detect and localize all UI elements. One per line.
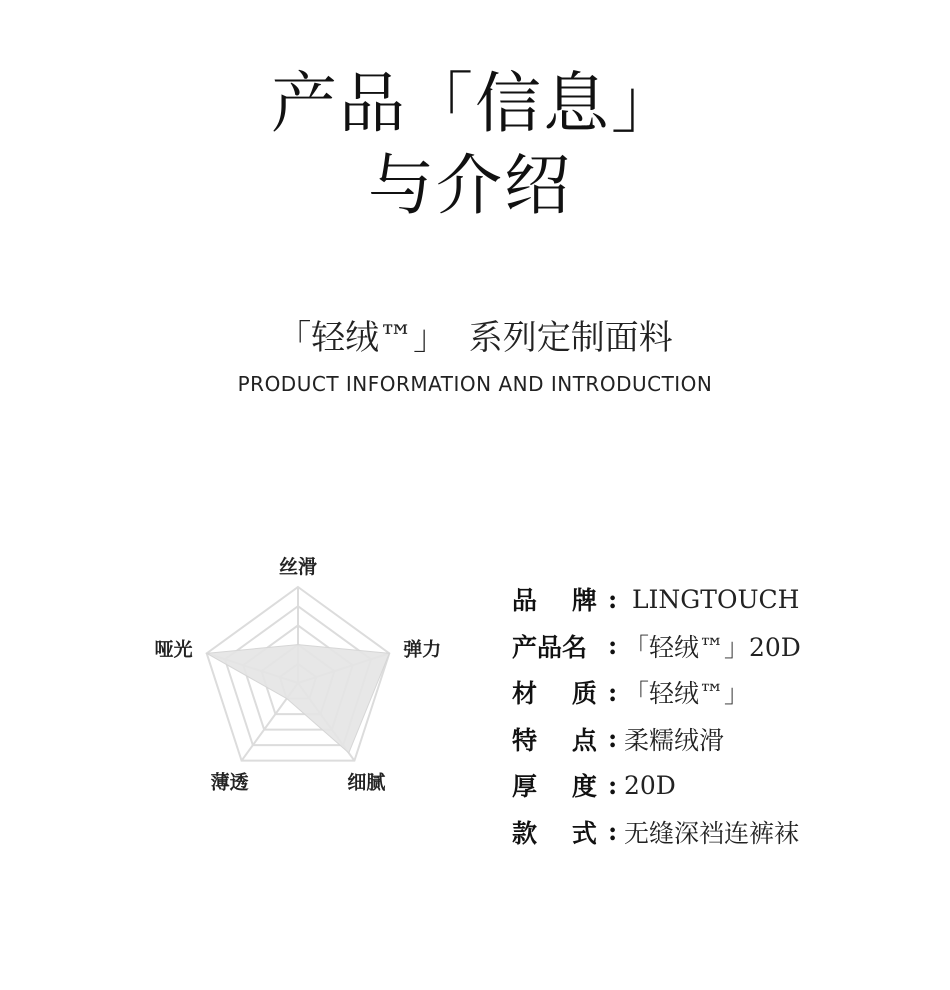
info-colon: : bbox=[608, 770, 618, 800]
info-colon: : bbox=[608, 677, 618, 707]
english-subtitle: PRODUCT INFORMATION AND INTRODUCTION bbox=[237, 372, 713, 396]
page-title-line-1: 产品「信息」 bbox=[271, 65, 679, 142]
info-row-thickness bbox=[512, 762, 801, 809]
info-value: 「轻绒™」20D bbox=[624, 632, 801, 662]
info-key: 特 点 bbox=[512, 725, 597, 755]
info-value: 柔糯绒滑 bbox=[624, 725, 725, 755]
radar-chart bbox=[130, 555, 470, 835]
info-colon: : bbox=[608, 724, 618, 754]
radar-axis-label: 弹力 bbox=[403, 638, 442, 661]
radar-axis-label: 哑光 bbox=[154, 638, 193, 661]
radar-axis-label: 细腻 bbox=[347, 771, 386, 794]
info-row-product-name bbox=[512, 623, 801, 670]
product-info-list bbox=[512, 576, 801, 855]
series-title: 「轻绒™」 系列定制面料 bbox=[277, 318, 673, 358]
info-value: 「轻绒™」 bbox=[624, 679, 750, 709]
info-row-style bbox=[512, 809, 801, 856]
info-row-material bbox=[512, 669, 801, 716]
info-key: 款 式 bbox=[512, 818, 597, 848]
info-row-feature bbox=[512, 716, 801, 763]
info-row-brand bbox=[512, 576, 801, 623]
page-title-line-2: 与介绍 bbox=[368, 147, 572, 224]
info-value: 无缝深裆连裤袜 bbox=[624, 818, 800, 848]
info-key: 品 牌 bbox=[512, 586, 597, 616]
info-key: 材 质 bbox=[512, 679, 597, 709]
info-value: LINGTOUCH bbox=[624, 584, 800, 614]
info-key: 厚 度 bbox=[512, 772, 597, 802]
radar-axis-label: 丝滑 bbox=[278, 556, 318, 578]
radar-axis-label: 薄透 bbox=[210, 771, 249, 794]
info-value: 20D bbox=[624, 770, 676, 800]
info-colon: : bbox=[608, 584, 618, 614]
info-colon: : bbox=[608, 631, 618, 661]
info-key: 产品名 bbox=[512, 632, 588, 662]
info-colon: : bbox=[608, 817, 618, 847]
